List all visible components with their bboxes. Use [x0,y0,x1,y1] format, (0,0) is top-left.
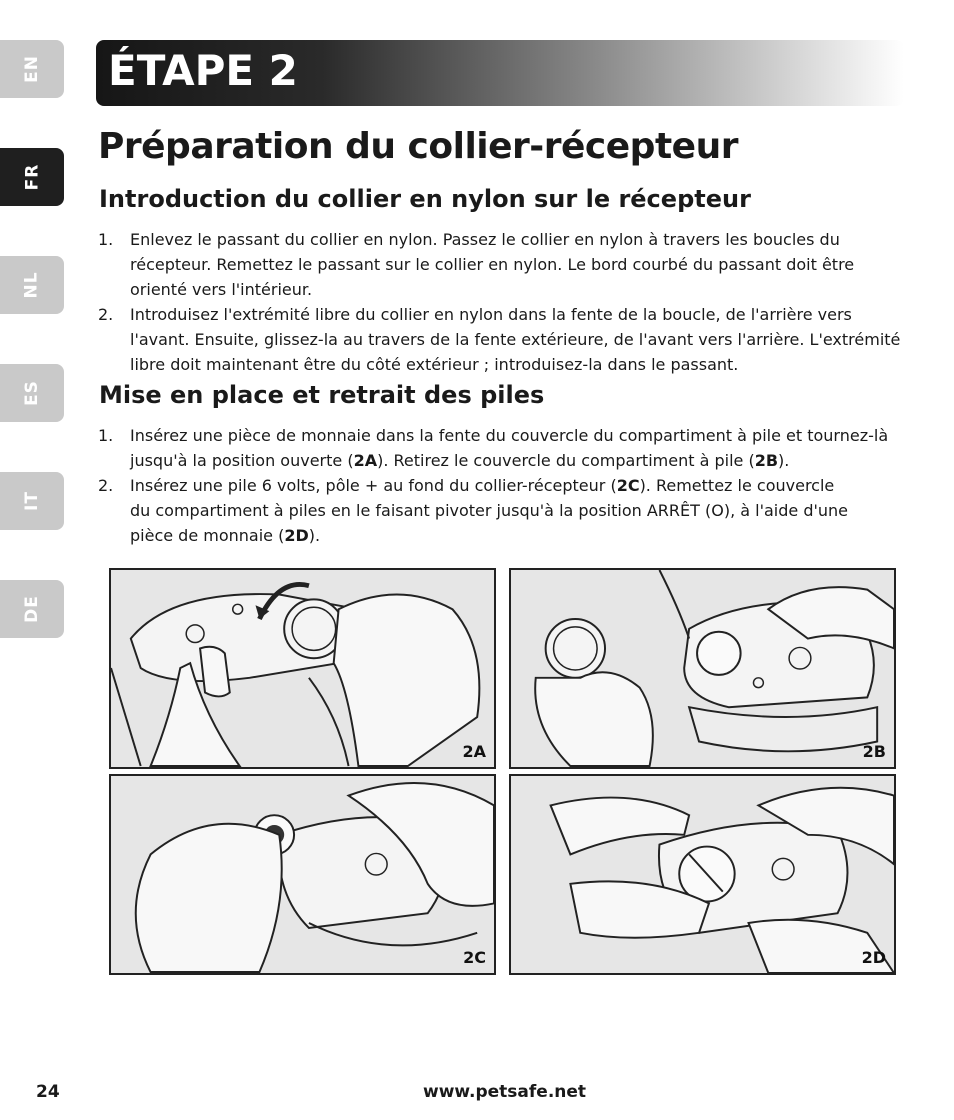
list-item-text: Insérez une pile 6 volts, pôle + au fond du collier-récepteur ( [130,476,617,495]
lang-tab-label: FR [21,163,42,191]
lang-tab-de[interactable] [0,580,64,638]
list-item-text: Enlevez le passant du collier en nylon. Passez le collier en nylon à travers les boucles du récepteur. Remettez le passant sur le collier en nylon. Le bord courbé du passant doit être orienté vers l'intérieur. [130,230,855,299]
lang-tab-en[interactable] [0,40,64,98]
list-item-text: ). Retirez le couvercle du compartiment à pile ( [377,451,755,470]
list-item-text: ). Remettez le couvercle du compartiment à piles en le faisant pivoter jusqu'à la position ARRÊT (O), à l'aide d'une pièce de monnaie ( [130,476,849,545]
figure-2d-illustration [511,776,894,973]
figure-ref: 2B [754,451,779,470]
figure-2a [109,568,496,769]
list-item-text: Insérez une pièce de monnaie dans la fente du couvercle du compartiment à pile et tournez-là jusqu'à la position ouverte ( [130,426,889,470]
figure-ref: 2A [353,451,378,470]
figure-2c-illustration [111,776,494,973]
list-item-text: ). [778,451,790,470]
lang-tab-label: EN [22,55,42,83]
figure-ref: 2D [284,526,309,545]
figure-2d [509,774,896,975]
list-item [98,473,898,548]
figure-label: 2C [463,948,486,967]
figure-label: 2A [462,742,486,761]
list-item [98,227,908,302]
battery-steps-list [98,423,898,548]
collar-steps-list [98,227,908,377]
page-title: Préparation du collier-récepteur [98,126,738,167]
list-item-number: 1. [98,230,114,249]
figure-2a-illustration [111,570,494,767]
list-item [98,423,898,473]
lang-tab-es[interactable] [0,364,64,422]
footer-url[interactable]: www.petsafe.net [423,1082,587,1102]
list-item-number: 2. [98,476,114,495]
figure-2c [109,774,496,975]
step-title: ÉTAPE 2 [108,46,298,95]
lang-tab-it[interactable] [0,472,64,530]
lang-tab-label: DE [21,595,42,623]
figure-label: 2B [862,742,886,761]
lang-tab-label: NL [22,271,42,299]
list-item-text: ). [308,526,321,545]
figure-2b-illustration [511,570,894,767]
page-number: 24 [36,1082,60,1102]
section-title-collar: Introduction du collier en nylon sur le récepteur [99,185,751,213]
step-banner [96,40,904,106]
figure-2b [509,568,896,769]
lang-tab-nl[interactable] [0,256,64,314]
lang-tab-fr[interactable] [0,148,64,206]
lang-tab-label: IT [21,491,42,511]
list-item-number: 1. [98,426,114,445]
list-item-number: 2. [98,305,114,324]
section-title-batteries: Mise en place et retrait des piles [99,381,545,409]
lang-tab-label: ES [21,380,42,406]
figure-label: 2D [861,948,886,967]
list-item-text: Introduisez l'extrémité libre du collier en nylon dans la fente de la boucle, de l'arrière vers l'avant. Ensuite, glissez-la au travers de la fente extérieure, de l'avant vers l'arrière. L'extrémité libre doit maintenant être du côté extérieur ; introduisez-la dans le passant. [130,305,901,374]
list-item [98,302,908,377]
figure-ref: 2C [616,476,640,495]
